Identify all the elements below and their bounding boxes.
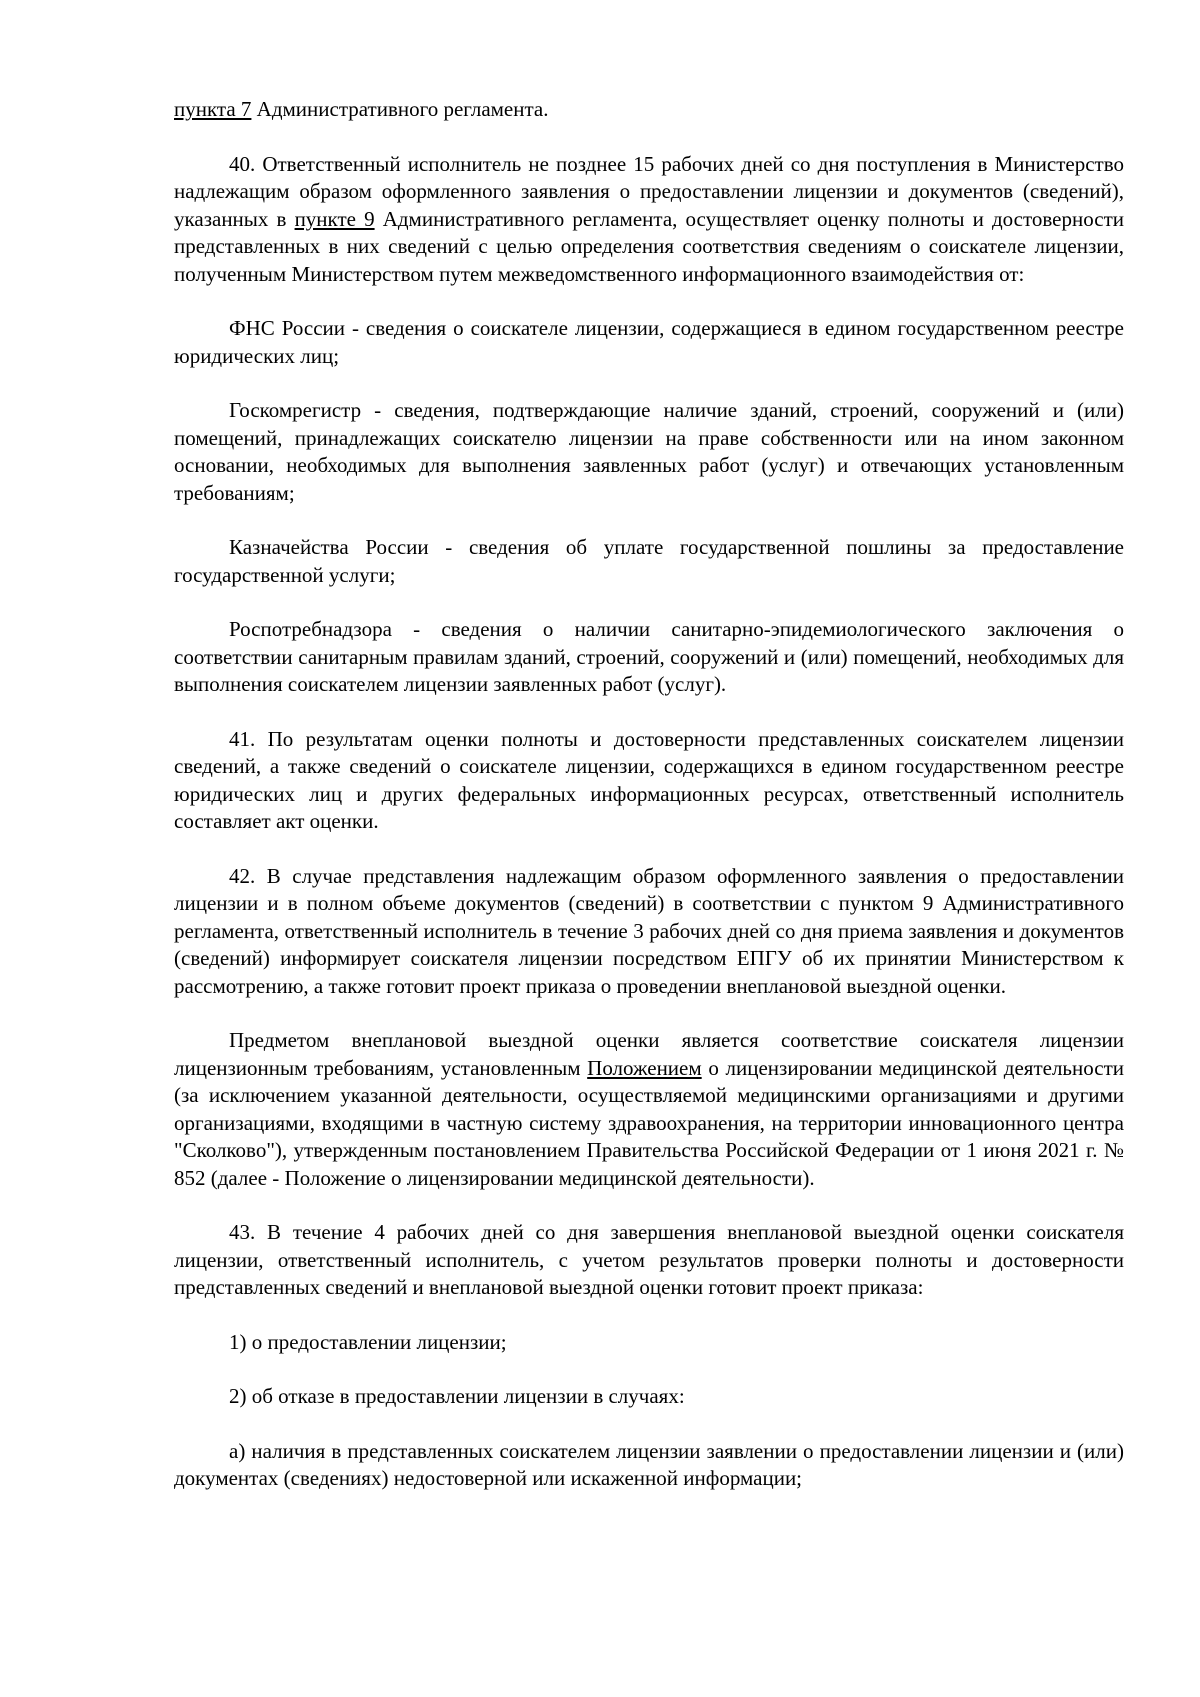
text-span: 41. По результатам оценки полноты и достоверности представленных соискателем лицензии сведений, а также сведений о соискателе лицензии, содержащихся в едином государственном реестре юридических лиц и других федеральных информационных ресурсах, ответственный исполнитель составляет акт оценки. [174,726,1124,833]
paragraph-40 [174,151,1124,289]
text-span: Административного регламента, осуществляет оценку полноты и достоверности представленных в них сведений с целью определения соответствия сведениям о соискателе лицензии, полученным Министерством путем межведомственного информационного взаимодействия от: [174,206,1125,286]
text-span: Казначейства России - сведения об уплате государственной пошлины за предоставление государственной услуги; [174,535,1124,587]
text-span: ФНС России - сведения о соискателе лицензии, содержащиеся в едином государственном реестре юридических лиц; [174,316,1124,368]
paragraph-41 [174,726,1124,836]
link-punkt-7[interactable]: пункта 7 [174,97,252,121]
paragraph-42-subject [174,1027,1124,1192]
text-span: Предметом внеплановой выездной оценки является соответствие соискателя лицензии лицензионным требованиям, установленным [174,1028,1124,1080]
link-polozhenie[interactable]: Положением [587,1055,702,1080]
text-span: а) наличия в представленных соискателем лицензии заявлении о предоставлении лицензии и (или) документах (сведениях) недостоверной или искаженной информации; [174,1438,1124,1490]
text-span: о лицензировании медицинской деятельности (за исключением указанной деятельности, осуществляемой медицинскими организациями и другими организациями, входящими в частную систему здравоохранения, на территории инновационного центра "Сколково"), утвержденным постановлением Правительства Российской Федерации от 1 июня 2021 г. № 852 (далее - Положение о лицензировании медицинской деятельности). [174,1055,1125,1190]
paragraph-continuation [174,96,1124,124]
text-span: Госкомрегистр - сведения, подтверждающие наличие зданий, строений, сооружений и (или) помещений, принадлежащих соискателю лицензии на праве собственности или на ином законном основании, необходимых для выполнения заявленных работ (услуг) и отвечающих установленным требованиям; [174,398,1124,505]
link-punkt-9[interactable]: пункте 9 [294,206,375,231]
text-span: Роспотребнадзора - сведения о наличии санитарно-эпидемиологического заключения о соответствии санитарным правилам зданий, строений, сооружений и (или) помещений, необходимых для выполнения соискателем лицензии заявленных работ (услуг). [174,617,1124,696]
document-body [174,96,1124,1493]
text-span: 40. Ответственный исполнитель не позднее 15 рабочих дней со дня поступления в Министерство надлежащим образом оформленного заявления о предоставлении лицензии и документов (сведений), указанных в [174,151,1124,231]
text-span: 1) о предоставлении лицензии; [229,1329,507,1354]
paragraph-40-fns [174,315,1124,370]
paragraph-43-item-1 [174,1329,1124,1357]
text-span: 43. В течение 4 рабочих дней со дня завершения внеплановой выездной оценки соискателя лицензии, ответственный исполнитель, с учетом результатов проверки полноты и достоверности представленных сведений и внеплановой выездной оценки готовит проект приказа: [174,1220,1124,1299]
text-span: Административного регламента. [251,97,549,121]
paragraph-42 [174,863,1124,1001]
paragraph-43-item-2a [174,1438,1124,1493]
paragraph-43-item-2 [174,1383,1124,1411]
text-span: 42. В случае представления надлежащим образом оформленного заявления о предоставлении лицензии и в полном объеме документов (сведений) в соответствии с пунктом 9 Административного регламента, ответственный исполнитель в течение 3 рабочих дней со дня приема заявления и документов (сведений) информирует соискателя лицензии посредством ЕПГУ об их принятии Министерством к рассмотрению, а также готовит проект приказа о проведении внеплановой выездной оценки. [174,863,1124,998]
paragraph-40-rospotrebnadzor [174,616,1124,699]
paragraph-43 [174,1219,1124,1302]
paragraph-40-goskomregistr [174,397,1124,507]
paragraph-40-treasury [174,534,1124,589]
text-span: 2) об отказе в предоставлении лицензии в случаях: [229,1384,685,1408]
